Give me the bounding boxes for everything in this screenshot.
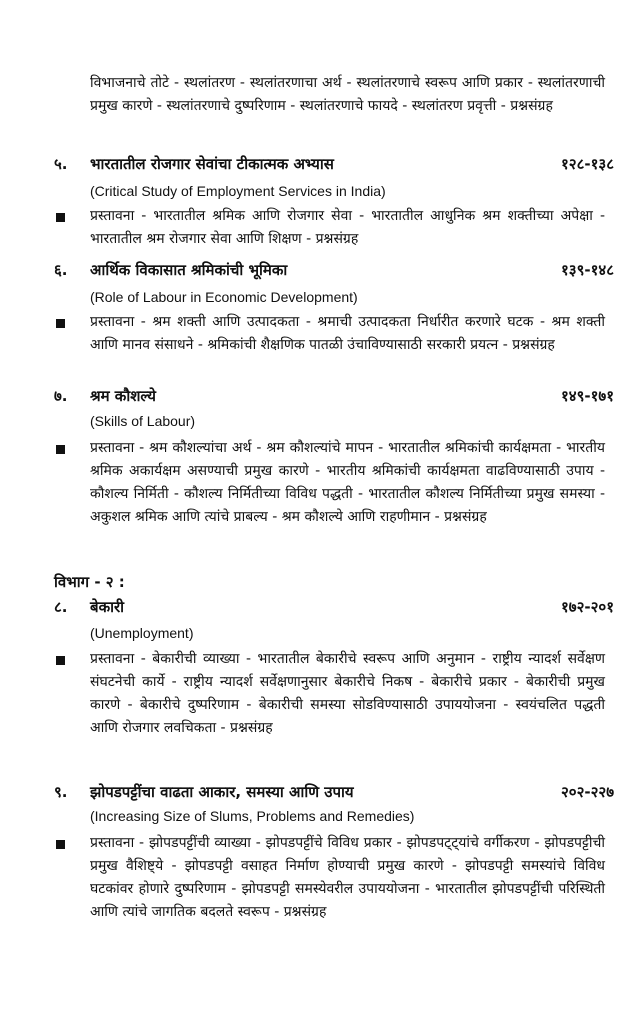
chapter-pages: १२८-१३८ xyxy=(560,155,614,173)
chapter-pages: १७२-२०१ xyxy=(560,598,614,616)
chapter-title: बेकारी xyxy=(90,598,124,616)
bullet-square-icon xyxy=(56,213,65,222)
chapter-description: प्रस्तावना - श्रम कौशल्यांचा अर्थ - श्रम कौशल्यांचे मापन - भारतातील श्रमिकांची कार्यक्षमता - भारतीय श्रमिक अकार्यक्षम असण्याची प्रमुख कारणे - भारतीय श्रमिकांची कार्यक्षमता वाढविण्यासाठी उपाय - कौशल्य निर्मिती - कौशल्य निर्मितीच्या विविध पद्धती - भारतातील कौशल्य निर्मितीच्या प्रमुख समस्या - अकुशल श्रमिक आणि त्यांचे प्राबल्य - श्रम कौशल्ये आणि राहणीमान - प्रश्नसंग्रह xyxy=(90,440,605,525)
chapter-5-heading xyxy=(54,154,614,178)
chapter-number: ८. xyxy=(54,598,68,616)
chapter-6-heading xyxy=(54,260,614,284)
chapter-english-title: (Role of Labour in Economic Development) xyxy=(90,289,358,305)
bullet-square-icon xyxy=(56,840,65,849)
chapter-title: श्रम कौशल्ये xyxy=(90,387,156,405)
chapter-9-heading xyxy=(54,782,614,806)
intro-paragraph: विभाजनाचे तोटे - स्थलांतरण - स्थलांतरणाचा अर्थ - स्थलांतरणाचे स्वरूप आणि प्रकार - स्थलांतरणाची प्रमुख कारणे - स्थलांतरणाचे दुष्परिणाम - स्थलांतरणाचे फायदे - स्थलांतरण प्रवृत्ती - प्रश्नसंग्रह xyxy=(90,75,605,114)
chapter-english-title: (Unemployment) xyxy=(90,625,194,641)
bullet-square-icon xyxy=(56,319,65,328)
chapter-english-title: (Skills of Labour) xyxy=(90,413,196,429)
chapter-description: प्रस्तावना - भारतातील श्रमिक आणि रोजगार सेवा - भारतातील आधुनिक श्रम शक्तीच्या अपेक्षा - भारतातील श्रम रोजगार सेवा आणि शिक्षण - प्रश्नसंग्रह xyxy=(90,208,605,247)
chapter-english-title: (Critical Study of Employment Services in India) xyxy=(90,183,386,199)
chapter-description: प्रस्तावना - बेकारीची व्याख्या - भारतातील बेकारीचे स्वरूप आणि अनुमान - राष्ट्रीय न्यादर्श सर्वेक्षण संघटनेची कार्ये - राष्ट्रीय न्यादर्श सर्वेक्षणानुसार बेकारीचे निकष - बेकारीचे प्रकार - बेकारीची प्रमुख कारणे - बेकारीचे दुष्परिणाम - बेकारीची समस्या सोडविण्यासाठी उपाययोजना - स्वयंचलित पद्धती आणि रोजगार लवचिकता - प्रश्नसंग्रह xyxy=(90,651,605,736)
chapter-number: ६. xyxy=(54,261,68,279)
chapter-number: ५. xyxy=(54,155,68,173)
chapter-pages: १३९-१४८ xyxy=(560,261,614,279)
chapter-pages: १४९-१७१ xyxy=(560,387,614,405)
chapter-description: प्रस्तावना - श्रम शक्ती आणि उत्पादकता - श्रमाची उत्पादकता निर्धारीत करणारे घटक - श्रम शक्ती आणि मानव संसाधने - श्रमिकांची शैक्षणिक पातळी उंचाविण्यासाठी सरकारी प्रयत्न - प्रश्नसंग्रह xyxy=(90,314,605,353)
chapter-8-heading xyxy=(54,597,614,621)
chapter-number: ९. xyxy=(54,783,68,801)
chapter-title: झोपडपट्टींचा वाढता आकार, समस्या आणि उपाय xyxy=(90,783,354,801)
bullet-square-icon xyxy=(56,656,65,665)
chapter-pages: २०२-२२७ xyxy=(560,783,614,801)
chapter-7-heading xyxy=(54,386,614,410)
chapter-number: ७. xyxy=(54,387,68,405)
chapter-english-title: (Increasing Size of Slums, Problems and Remedies) xyxy=(90,808,415,824)
section-heading: विभाग - २ : xyxy=(54,573,125,591)
chapter-title: भारतातील रोजगार सेवांचा टीकात्मक अभ्यास xyxy=(90,155,334,173)
chapter-title: आर्थिक विकासात श्रमिकांची भूमिका xyxy=(90,261,288,279)
bullet-square-icon xyxy=(56,445,65,454)
chapter-description: प्रस्तावना - झोपडपट्टींची व्याख्या - झोपडपट्टींचे विविध प्रकार - झोपडपट्ट्यांचे वर्गीकरण - झोपडपट्टीची प्रमुख वैशिष्ट्ये - झोपडपट्टी वसाहत निर्माण होण्याची प्रमुख कारणे - झोपडपट्टी समस्यांचे विविध घटकांवर होणारे दुष्परिणाम - झोपडपट्टी समस्येवरील उपाययोजना - भारतातील झोपडपट्टींची परिस्थिती आणि त्यांचे जागतिक बदलते स्वरूप - प्रश्नसंग्रह xyxy=(90,835,605,920)
